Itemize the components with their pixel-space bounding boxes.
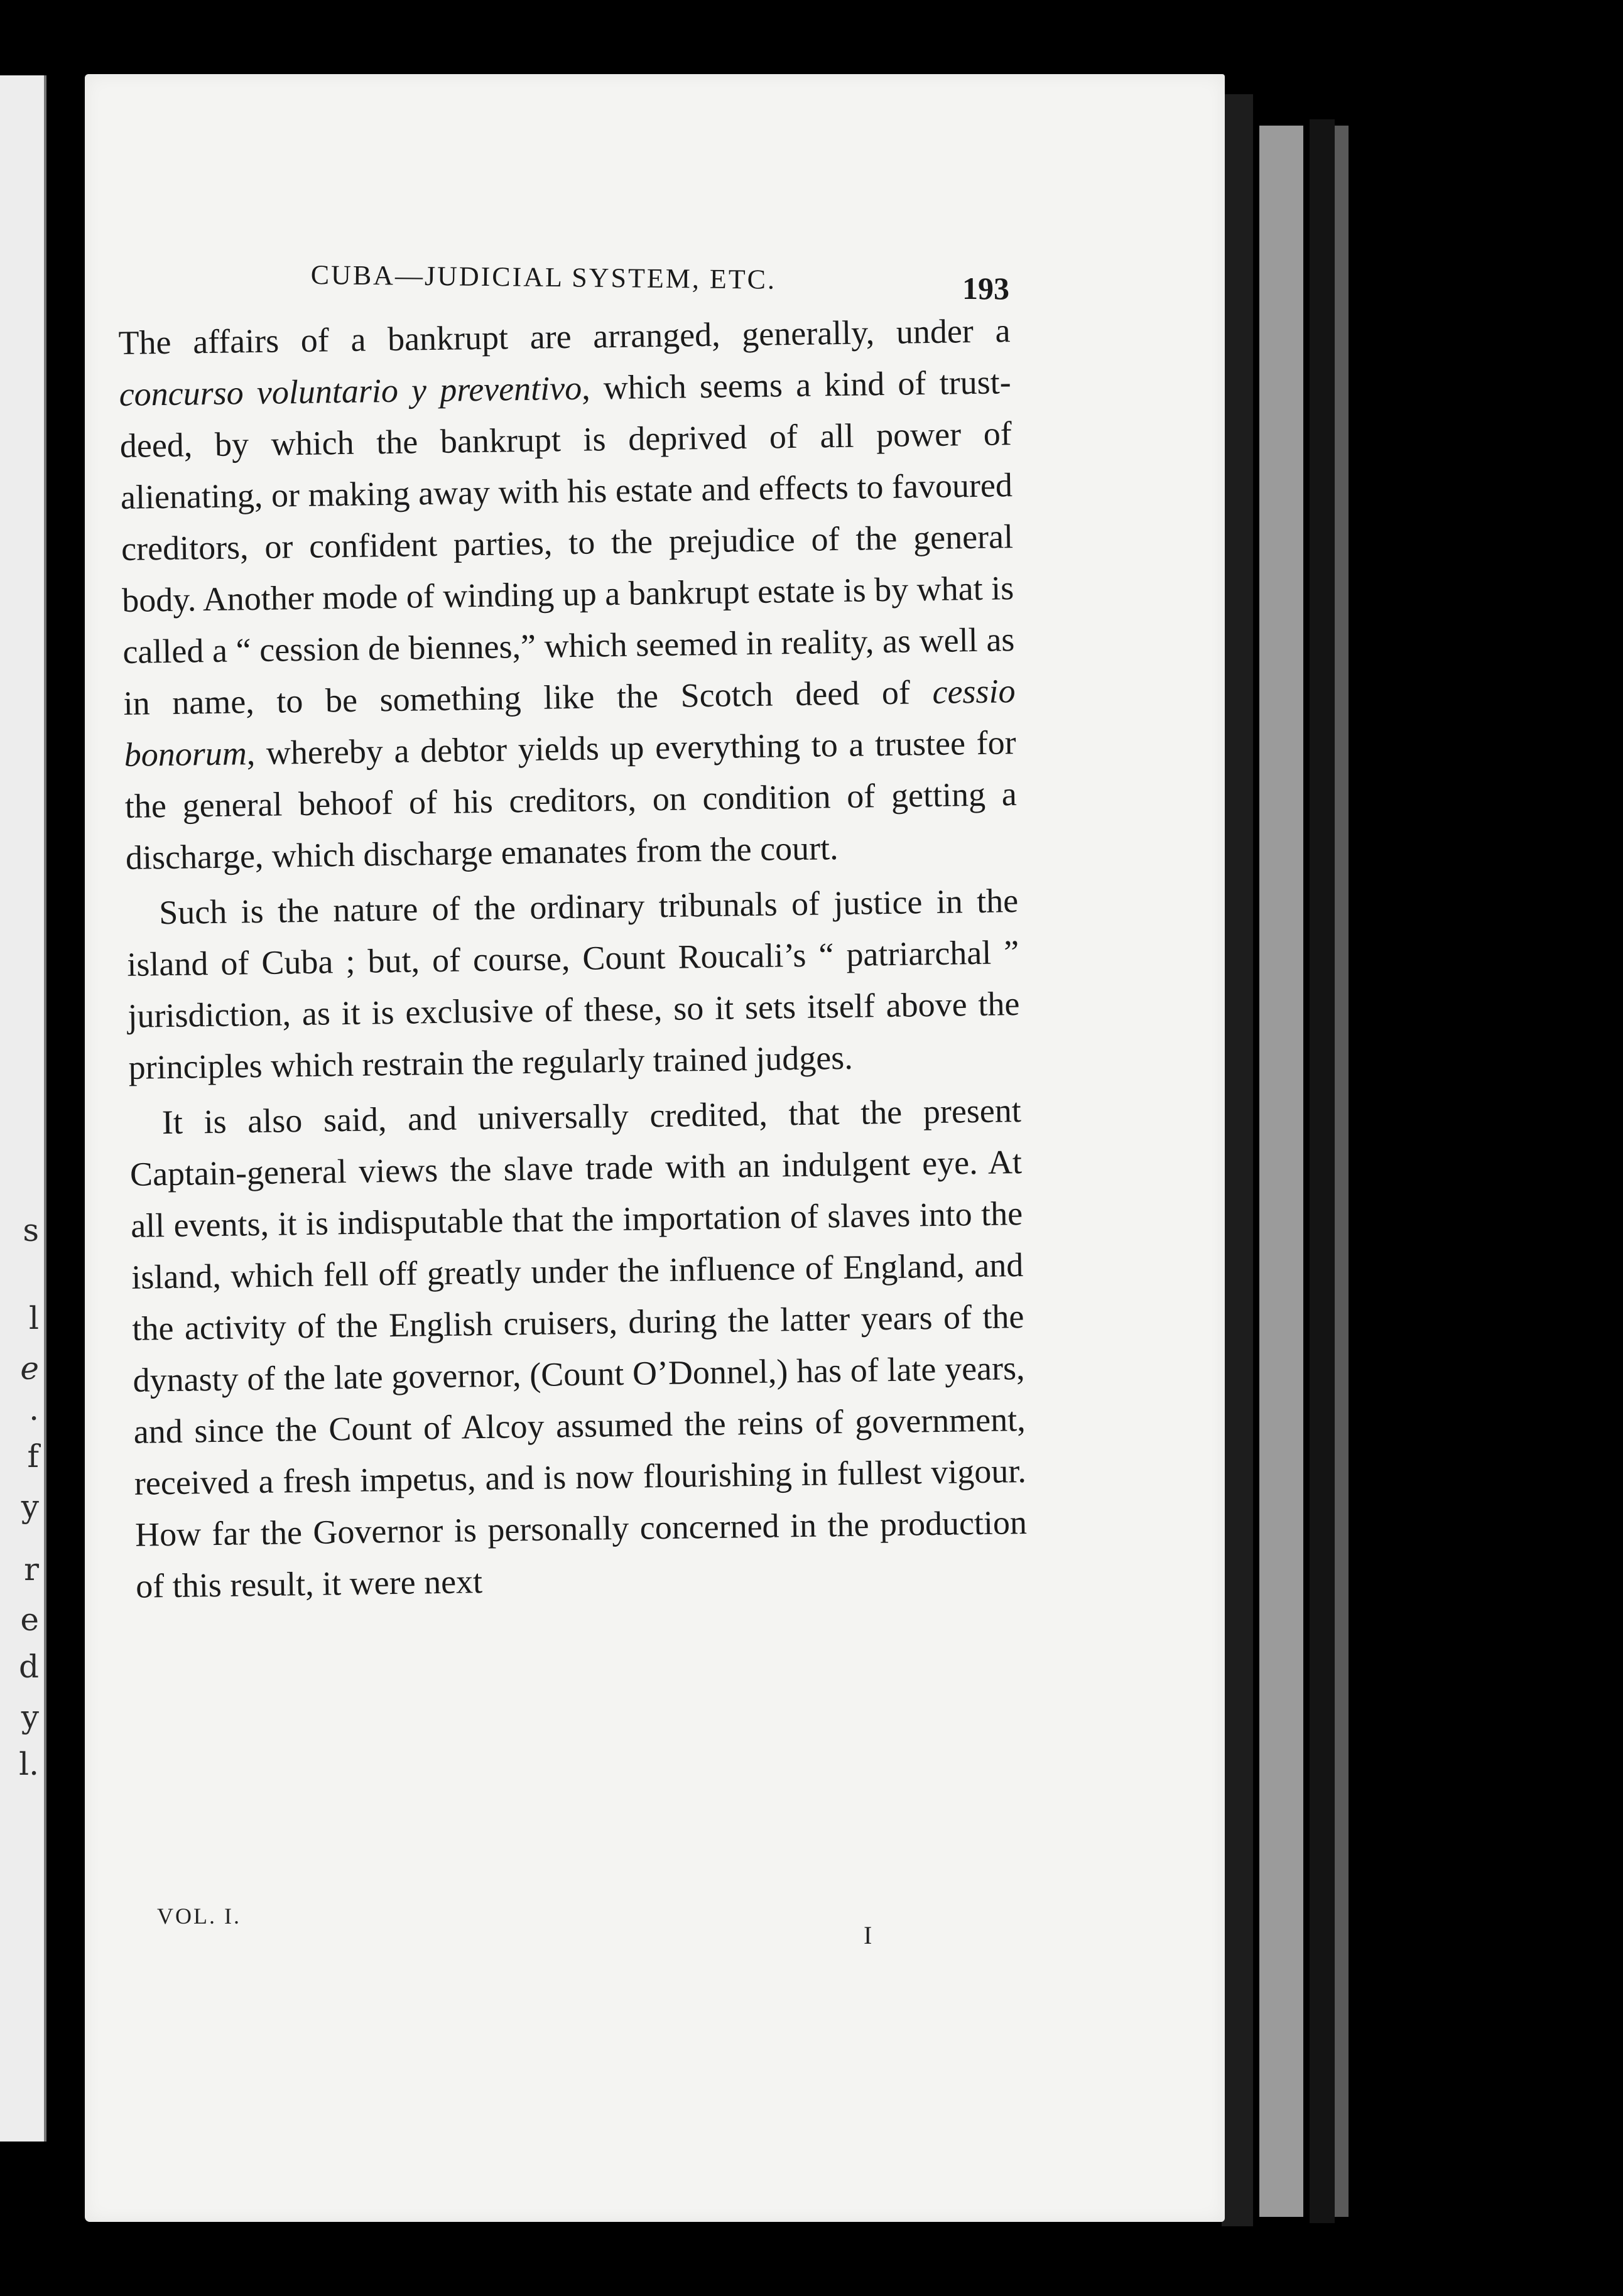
paragraph: It is also said, and universally credited, that the present Captain-general views the slave trade with an indulgent eye. At all events, it is indisputable that the importation of slaves into the island, which fell off greatly under the influence of England, and the activity of the English cruisers, during the latter years of the dynasty of the late governor, (Count O’Donnel,) has of late years, and since the Count of Alcoy assumed the reins of government, received a fresh impetus, and is now flourishing in fullest vigour. How far the Governor is personally concerned in the production of this result, it were next xyxy=(129,1091,1028,1605)
signature-mark: I xyxy=(864,1921,872,1949)
adjacent-page-fragment: r xyxy=(24,1551,39,1588)
paragraph: Such is the nature of the ordinary tribunals of justice in the island of Cuba ; but, of course, Count Roucali’s “ patriarchal ” jurisdiction, as it is exclusive of these, so it sets itself above the principles which restrain the regularly trained judges. xyxy=(126,882,1020,1086)
paragraph xyxy=(118,305,1018,884)
text-run: , whereby a debtor yields up everything to a trustee for the general behoof of his creditors, on condition of getting a discharge, which discharge emanates from the court. xyxy=(124,723,1018,877)
adjacent-page-fragment: e xyxy=(20,1350,39,1387)
adjacent-page-fragment: l. xyxy=(19,1746,39,1782)
adjacent-page-edge xyxy=(0,75,46,2142)
italic-phrase: concurso voluntario y preventivo xyxy=(119,369,582,413)
page-stack-edge xyxy=(1222,94,1253,2226)
page-stack-edge xyxy=(1259,126,1303,2217)
running-header: CUBA—JUDICIAL SYSTEM, ETC. xyxy=(310,259,777,295)
italic-phrase: cessio bonorum xyxy=(124,672,1016,774)
adjacent-page-fragment: . xyxy=(29,1391,39,1427)
adjacent-page-fragment: s xyxy=(23,1212,39,1248)
adjacent-page-fragment: y xyxy=(21,1488,39,1525)
adjacent-page-fragment: f xyxy=(27,1438,39,1475)
page-number: 193 xyxy=(962,271,1009,306)
page-stack-edge xyxy=(1335,126,1349,2217)
adjacent-page-fragment: y xyxy=(21,1699,39,1735)
text-run: The affairs of a bankrupt are arranged, generally, under a xyxy=(118,311,1011,362)
body-text xyxy=(118,305,1028,1612)
text-run: , which seems a kind of trust-deed, by which the bankrupt is deprived of all power of alienating, or making away with his estate and effects to favoured creditors, or confident parties, to the prejudice of the general body. Another mode of winding up a bankrupt estate is by what is called a “ cession de biennes,” which seemed in reality, as well as in name, to be something like the Scotch deed of xyxy=(119,363,1015,722)
adjacent-page-fragment: e xyxy=(20,1601,39,1638)
volume-marker: VOL. I. xyxy=(157,1903,241,1929)
adjacent-page-fragment: l xyxy=(29,1300,39,1336)
page-stack-edge xyxy=(1310,119,1335,2223)
adjacent-page-fragment: d xyxy=(18,1649,39,1685)
